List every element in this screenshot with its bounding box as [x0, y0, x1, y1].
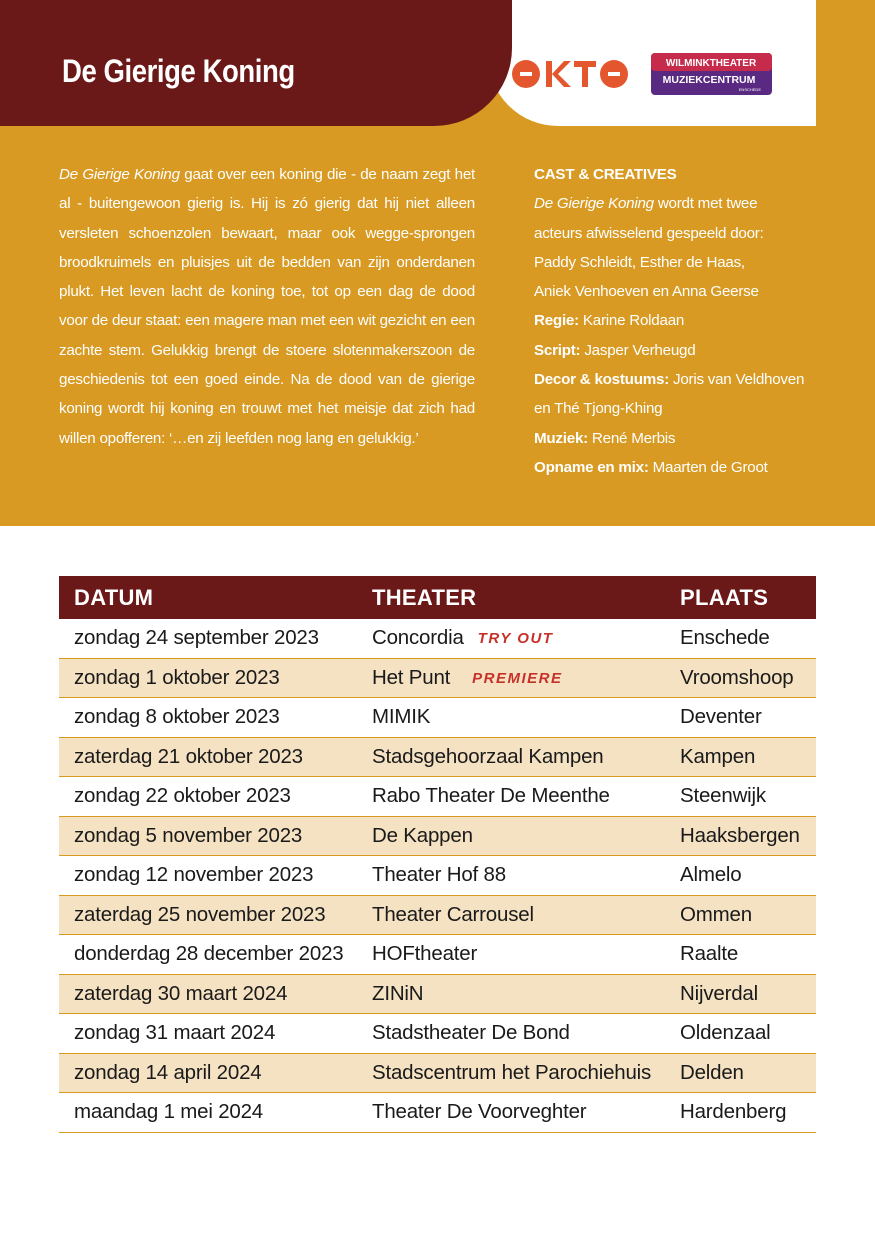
credit-regie	[534, 306, 834, 335]
credit-decor-value: Joris van Veldhoven	[669, 371, 805, 389]
cell-datum: zondag 31 maart 2024	[59, 1014, 357, 1054]
theater-name: Rabo Theater De Meenthe	[372, 784, 610, 808]
cell-theater	[357, 737, 665, 777]
theater-name: Stadscentrum het Parochiehuis	[372, 1060, 652, 1084]
schedule-table	[59, 576, 816, 1133]
cell-theater	[357, 816, 665, 856]
theater-name: De Kappen	[372, 823, 473, 847]
credit-opname	[534, 453, 834, 482]
credit-script-value: Jasper Verheugd	[580, 341, 696, 359]
credit-script	[534, 336, 834, 365]
cell-datum: zondag 24 september 2023	[59, 619, 357, 658]
table-row	[59, 895, 816, 935]
cell-plaats: Haaksbergen	[665, 816, 816, 856]
cell-datum: zaterdag 21 oktober 2023	[59, 737, 357, 777]
theater-name: Het Punt	[372, 665, 451, 689]
event-tag: TRY OUT	[477, 630, 554, 648]
theater-name: ZINiN	[372, 981, 424, 1005]
theater-name: HOFtheater	[372, 942, 478, 966]
theater-name: Stadstheater De Bond	[372, 1021, 570, 1045]
cell-datum: donderdag 28 december 2023	[59, 935, 357, 975]
cast-actors-line1: Paddy Schleidt, Esther de Haas,	[534, 253, 745, 271]
table-row	[59, 1014, 816, 1054]
theater-name: Theater Hof 88	[372, 863, 506, 887]
table-row	[59, 698, 816, 738]
cell-theater	[357, 619, 665, 658]
credit-muziek	[534, 424, 834, 453]
credit-decor-line2: en Thé Tjong-Khing	[534, 400, 663, 418]
cell-plaats: Oldenzaal	[665, 1014, 816, 1054]
wilmink-line2: MUZIEKCENTRUM	[662, 74, 756, 86]
description-text: gaat over een koning die - de naam zegt het al - buitengewoon gierig is. Hij is zó gierig dat hij niet alleen versleten schoenzolen bewaart, maar ook wegge-sprongen broodkruimels en pluisjes uit de bedden van zijn onderdanen plukt. Het leven lacht de koning toe, tot op een dag de dood voor de deur staat: een magere man met een wit gezicht en een zachte stem. Gelukkig brengt de stoere slotenmakerszoon de geschiedenis tot een goed einde. Na de dood van de gierige koning wordt hij koning en trouwt met het meisje dat zich had willen opofferen: ‘…en zij leefden nog lang en gelukkig.’	[59, 166, 475, 447]
cell-plaats: Delden	[665, 1053, 816, 1093]
event-tag: PREMIERE	[472, 669, 563, 687]
credit-decor-label: Decor & kostuums:	[534, 371, 669, 389]
table-row	[59, 658, 816, 698]
theater-name: Theater De Voorveghter	[372, 1100, 587, 1124]
cell-plaats: Kampen	[665, 737, 816, 777]
cell-datum: zaterdag 25 november 2023	[59, 895, 357, 935]
cell-datum: zondag 8 oktober 2023	[59, 698, 357, 738]
credit-opname-label: Opname en mix:	[534, 458, 649, 476]
okto-logo	[510, 58, 630, 90]
cell-plaats: Enschede	[665, 619, 816, 658]
header-theater: THEATER	[357, 576, 665, 619]
table-row	[59, 737, 816, 777]
table-row	[59, 816, 816, 856]
theater-name: Concordia	[372, 626, 464, 650]
description-title: De Gierige Koning	[59, 166, 180, 183]
cast-actors-line2: Aniek Venhoeven en Anna Geerse	[534, 283, 759, 301]
cast-heading: CAST & CREATIVES	[534, 166, 677, 183]
cell-theater	[357, 974, 665, 1014]
cast-intro-rest: wordt met twee	[653, 195, 758, 213]
theater-name: MIMIK	[372, 705, 431, 729]
cell-theater	[357, 777, 665, 817]
cell-datum: zondag 12 november 2023	[59, 856, 357, 896]
theater-name: Theater Carrousel	[372, 902, 534, 926]
page-title: De Gierige Koning	[62, 53, 295, 89]
cell-theater	[357, 658, 665, 698]
cell-plaats: Deventer	[665, 698, 816, 738]
cast-intro-line1	[534, 189, 834, 218]
credit-regie-value: Karine Roldaan	[578, 312, 685, 330]
cell-theater	[357, 1093, 665, 1133]
cell-plaats: Nijverdal	[665, 974, 816, 1014]
credit-decor	[534, 365, 834, 394]
cell-plaats: Almelo	[665, 856, 816, 896]
cell-datum: zaterdag 30 maart 2024	[59, 974, 357, 1014]
cell-plaats: Vroomshoop	[665, 658, 816, 698]
cell-theater	[357, 895, 665, 935]
cell-plaats: Steenwijk	[665, 777, 816, 817]
cell-plaats: Hardenberg	[665, 1093, 816, 1133]
cast-creatives	[534, 160, 834, 482]
table-row	[59, 777, 816, 817]
cell-theater	[357, 935, 665, 975]
table-row	[59, 856, 816, 896]
credit-muziek-label: Muziek:	[534, 429, 588, 447]
table-row	[59, 1093, 816, 1133]
wilminktheater-logo	[651, 53, 772, 95]
cell-datum: zondag 14 april 2024	[59, 1053, 357, 1093]
cell-datum: zondag 5 november 2023	[59, 816, 357, 856]
description-paragraph	[59, 160, 475, 453]
theater-name: Stadsgehoorzaal Kampen	[372, 744, 604, 768]
cell-theater	[357, 698, 665, 738]
cell-theater	[357, 1053, 665, 1093]
credit-regie-label: Regie:	[534, 312, 579, 330]
cast-intro-line2: acteurs afwisselend gespeeld door:	[534, 224, 764, 242]
cell-datum: maandag 1 mei 2024	[59, 1093, 357, 1133]
title-panel	[0, 0, 512, 126]
credit-script-label: Script:	[534, 341, 581, 359]
cell-theater	[357, 856, 665, 896]
credit-muziek-value: René Merbis	[587, 429, 676, 447]
header-plaats: PLAATS	[665, 576, 816, 619]
schedule-header-row	[59, 576, 816, 619]
credit-opname-value: Maarten de Groot	[648, 458, 768, 476]
cell-theater	[357, 1014, 665, 1054]
header-datum: DATUM	[59, 576, 357, 619]
table-row	[59, 974, 816, 1014]
wilmink-line3: ENSCHEDE	[738, 87, 761, 92]
table-row	[59, 1053, 816, 1093]
table-row	[59, 619, 816, 658]
wilmink-line1: WILMINKTHEATER	[665, 58, 757, 69]
cell-plaats: Raalte	[665, 935, 816, 975]
okto-logo-text: OKTO	[510, 58, 513, 59]
table-row	[59, 935, 816, 975]
schedule-body	[59, 619, 816, 1132]
cell-datum: zondag 22 oktober 2023	[59, 777, 357, 817]
cell-plaats: Ommen	[665, 895, 816, 935]
cell-datum: zondag 1 oktober 2023	[59, 658, 357, 698]
cast-intro-title: De Gierige Koning	[534, 195, 654, 213]
